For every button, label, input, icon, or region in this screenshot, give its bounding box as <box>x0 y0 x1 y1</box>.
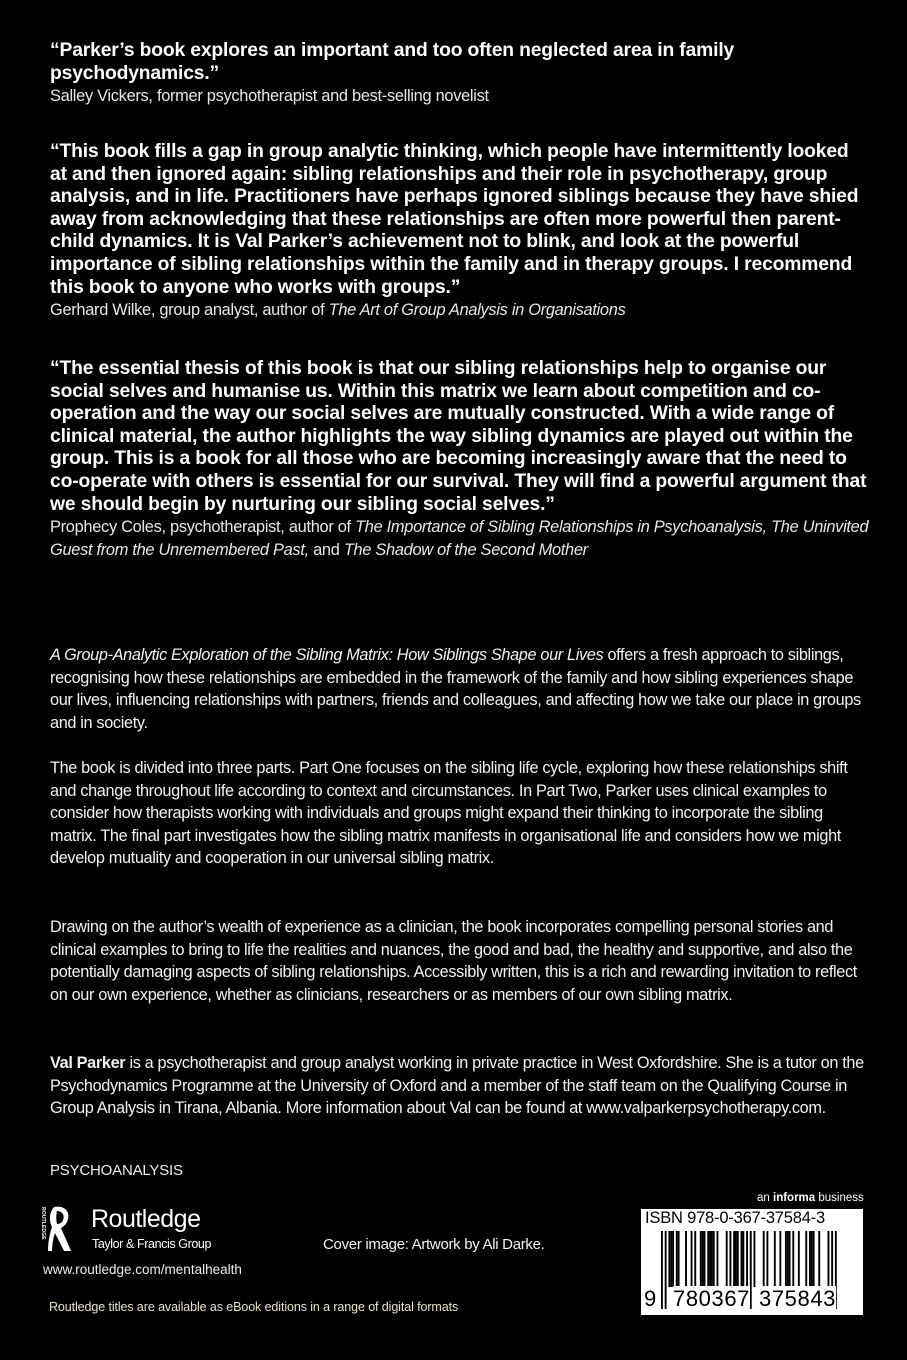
routledge-logo <box>38 1205 228 1255</box>
barcode-bar <box>741 1231 743 1287</box>
endorsement-quote: “Parker’s book explores an important and too often neglected area in family psychodynamics.” <box>50 40 735 84</box>
barcode-bar <box>792 1231 794 1287</box>
barcode-bar <box>709 1231 711 1287</box>
barcode-bar <box>694 1231 696 1287</box>
subject-category: PSYCHOANALYSIS <box>50 1162 183 1179</box>
barcode-bar <box>789 1231 791 1287</box>
barcode-bar <box>779 1231 781 1287</box>
endorsement-attribution <box>50 299 870 322</box>
barcode-bar <box>809 1231 811 1287</box>
endorsement-quote: “The essential thesis of this book is that our sibling relationships help to organise our social selves and humanise us. Within this matrix we learn about competition and co-operation and the way our social selves are mutually constructed. With a wide range of clinical material, the author highlights the way sibling dynamics are played out within the group. This is a book for all those who are becoming increasingly aware that the need to co-operate with others is essential for our survival. They will find a powerful argument that we should begin by nurturing our sibling social selves.” <box>50 358 867 515</box>
attribution-text: Gerhard Wilke, group analyst, author of <box>50 301 329 320</box>
endorsement-attribution <box>50 516 870 561</box>
cited-book-title: The Art of Group Analysis in Organisations <box>328 301 626 320</box>
barcode-bar <box>805 1231 807 1287</box>
barcode-bar <box>700 1231 702 1287</box>
endorsement-quote: “This book fills a gap in group analytic thinking, which people have intermittently looked at and then ignored again: sibling relationships and their role in psychotherapy, group analysis, and in life. Practitioners have perhaps ignored siblings because they have shied away from acknowledging that these relationships are often more powerful then parent-child dynamics. It is Val Parker’s achievement not to blink, and look at the powerful importance of sibling relationships within the family and in therapy groups. I recommend this book to anyone who works with groups.” <box>50 141 859 298</box>
cited-book-title: The Importance of Sibling Relationships in Psychoanalysis, <box>355 518 767 537</box>
barcode-bar <box>818 1231 820 1287</box>
description-paragraph-3 <box>50 916 870 1006</box>
book-title: A Group-Analytic Exploration of the Sibling Matrix: How Siblings Shape our Lives <box>50 646 604 664</box>
barcode-bar <box>813 1231 815 1287</box>
barcode-bar <box>678 1231 680 1287</box>
author-bio <box>50 1052 870 1120</box>
attribution-text: Salley Vickers, former psychotherapist and best-selling novelist <box>50 87 489 106</box>
barcode-bar <box>811 1231 813 1287</box>
barcode-bar <box>685 1231 687 1287</box>
barcode-bar <box>774 1231 776 1287</box>
barcode-bar <box>766 1231 768 1287</box>
endorsement-attribution <box>50 85 870 108</box>
barcode-bar <box>661 1231 663 1309</box>
description-paragraph-1 <box>50 644 870 734</box>
ebook-note: Routledge titles are available as eBook editions in a range of digital formats <box>49 1300 459 1314</box>
barcode-bar <box>737 1231 739 1287</box>
attribution-text: Prophecy Coles, psychotherapist, author of <box>50 518 356 537</box>
isbn-barcode <box>641 1209 863 1315</box>
barcode-bar <box>713 1231 715 1287</box>
barcode-bar <box>785 1231 787 1287</box>
barcode-bar <box>729 1231 731 1287</box>
barcode-bar <box>691 1231 693 1287</box>
barcode-bar <box>711 1231 713 1287</box>
routledge-head-logo-icon <box>38 1205 72 1253</box>
barcode-bar <box>742 1231 744 1287</box>
description-paragraph-2 <box>50 757 870 870</box>
barcode-bar <box>798 1231 800 1287</box>
cover-credit: Cover image: Artwork by Ali Darke. <box>323 1236 545 1253</box>
barcode-bar <box>717 1231 719 1287</box>
barcode-bar <box>735 1231 737 1287</box>
endorsement-2 <box>50 141 870 322</box>
barcode-bar <box>754 1231 756 1287</box>
informa-brand: informa <box>773 1192 816 1204</box>
barcode-digit-first: 9 <box>644 1286 657 1311</box>
barcode-bar <box>763 1231 765 1287</box>
isbn-label: ISBN 978-0-367-37584-3 <box>645 1209 825 1227</box>
publisher-name: Routledge <box>91 1205 201 1233</box>
barcode-bar <box>828 1231 830 1287</box>
barcode-bar <box>750 1231 752 1309</box>
barcode-bar <box>665 1231 667 1309</box>
barcode-bar <box>702 1231 704 1287</box>
barcode-bar <box>733 1231 735 1287</box>
barcode-digits-left: 780367 <box>673 1286 751 1311</box>
barcode-bar <box>704 1231 706 1287</box>
informa-business-tag: an informa business <box>757 1192 864 1204</box>
endorsement-3 <box>50 358 870 561</box>
publisher-group: Taylor & Francis Group <box>92 1237 212 1251</box>
cited-book-title: The Shadow of the Second Mother <box>343 540 588 559</box>
cited-book-title: The Uninvited Guest from the Unremembered Past, <box>50 518 869 559</box>
barcode-bar <box>668 1231 670 1287</box>
attribution-text: and <box>308 540 344 559</box>
barcode-digits-right: 375843 <box>759 1286 837 1311</box>
barcode-bar <box>707 1231 709 1287</box>
logo-vertical-text: ROUTLEDGE <box>40 1207 46 1240</box>
description-text: The book is divided into three parts. Part One focuses on the sibling life cycle, exploring how these relationships shift and change throughout life according to context and circumstances. In Part Two, Parker uses clinical examples to consider how therapists working with individuals and groups might expand their thinking to incorporate the sibling matrix. The final part investigates how the sibling matrix manifests in organisational life and considers how we might develop mutuality and cooperation in our universal sibling matrix. <box>50 759 848 868</box>
description-text: Drawing on the author’s wealth of experience as a clinician, the book incorporates compelling personal stories and clinical examples to bring to life the realities and nuances, the good and bad, the healthy and supportive, and also the potentially damaging aspects of sibling relationships. Accessibly written, this is a rich and rewarding invitation to reflect on our own experience, whether as clinicians, researchers or as members of our own sibling matrix. <box>50 918 857 1004</box>
description-text: offers a fresh approach to siblings, recognising how these relationships are embedded in the framework of the family and how sibling experiences shape our lives, influencing relationships with partners, friends and colleagues, and affecting how we take our place in groups and in society. <box>50 646 861 732</box>
barcode-bar <box>670 1231 672 1287</box>
publisher-url[interactable]: www.routledge.com/mentalhealth <box>43 1262 242 1277</box>
endorsement-1 <box>50 40 870 108</box>
author-bio-text: is a psychotherapist and group analyst working in private practice in West Oxfordshire. She is a tutor on the Psychodynamics Programme at the University of Oxford and a member of the staff team on the Qualifying Course in Group Analysis in Tirana, Albania. More information about Val can be found at www.valparkerpsychotherapy.com. <box>50 1054 864 1118</box>
barcode-bar <box>787 1231 789 1287</box>
barcode-bar <box>676 1231 678 1287</box>
author-name: Val Parker <box>50 1054 126 1072</box>
barcode-bar <box>672 1231 674 1287</box>
barcode-bar <box>726 1231 728 1287</box>
